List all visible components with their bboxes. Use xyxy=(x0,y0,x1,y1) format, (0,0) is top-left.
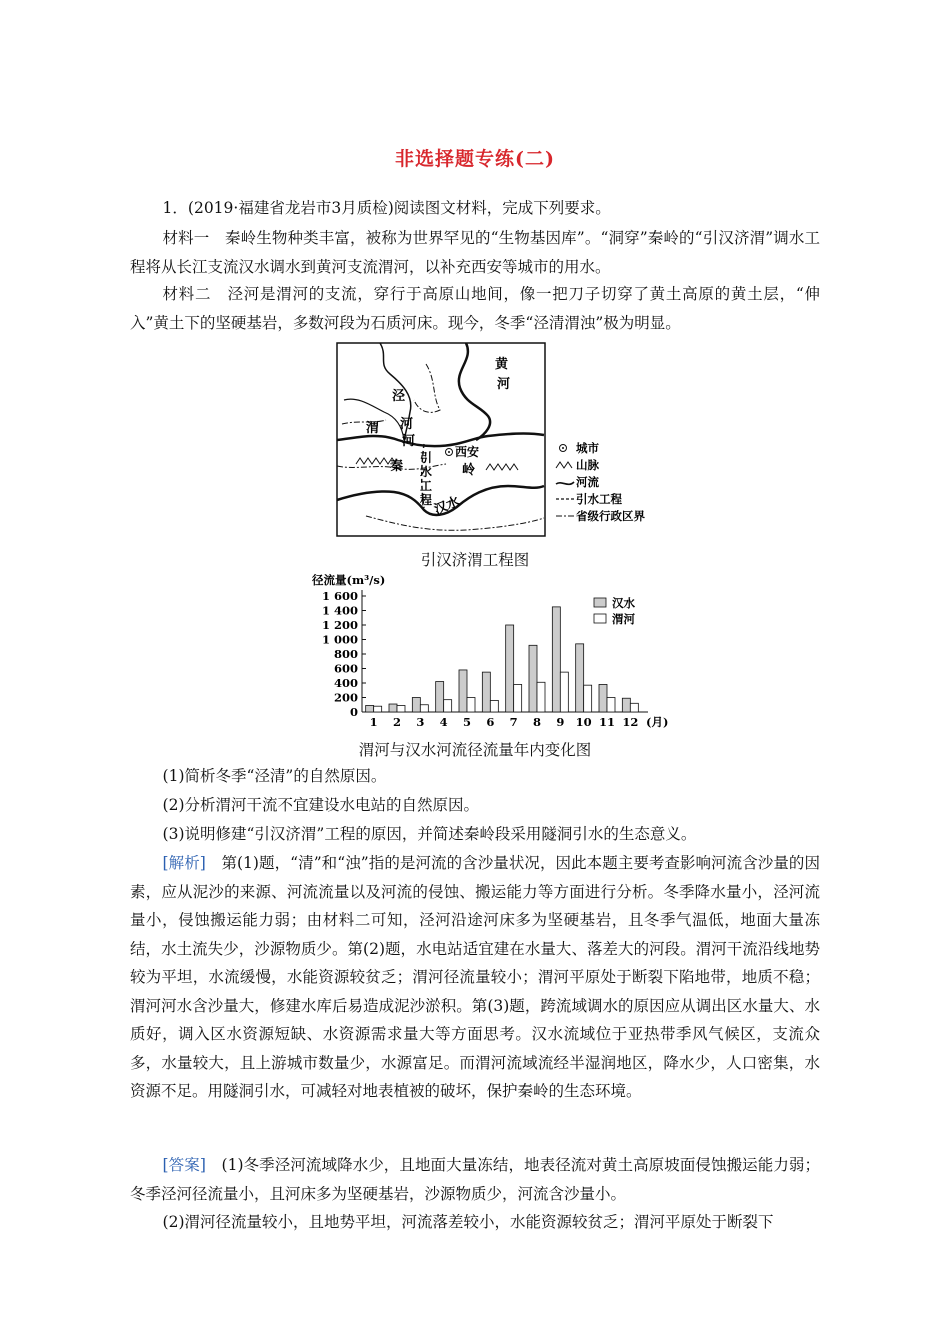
subquestion-3: (3)说明修建“引汉济渭”工程的原因，并简述秦岭段采用隧洞引水的生态意义。 xyxy=(162,825,697,843)
bar-hanshui xyxy=(622,698,630,712)
label-jing: 泾 xyxy=(392,389,406,404)
bar-weihe xyxy=(397,705,405,712)
answer-1-text: (1)冬季泾河流域降水少，且地面大量冻结，地表径流对黄土高原坡面侵蚀搬运能力弱；冬季泾河径流量小，且河床多为坚硬基岩，沙源物质少，河流含沙量小。 xyxy=(130,1156,820,1203)
x-tick-label: 1 xyxy=(369,715,378,729)
chart-svg xyxy=(310,572,690,732)
answer-paragraph-2: (2)渭河径流量较小，且地势平坦，河流落差较小，水能资源较贫乏；渭河平原处于断裂下 xyxy=(162,1213,774,1231)
label-hanshui: 汉水 xyxy=(432,494,462,518)
label-huang: 黄 xyxy=(495,357,509,372)
bar-weihe xyxy=(490,700,498,712)
answer-paragraph-1 xyxy=(130,1151,820,1208)
bar-hanshui xyxy=(459,670,467,712)
bar-hanshui xyxy=(482,672,490,712)
map-svg xyxy=(336,340,666,540)
chart-y-axis-title: 径流量(m³/s) xyxy=(312,573,386,587)
y-tick-label: 200 xyxy=(333,690,358,705)
label-jing-he: 河 xyxy=(400,417,414,432)
x-tick-label: 4 xyxy=(439,715,448,729)
label-he: 河 xyxy=(497,377,511,392)
label-cheng: 程 xyxy=(420,493,433,507)
label-xian: 西安 xyxy=(455,445,480,459)
bar-weihe xyxy=(467,698,475,713)
y-tick-label: 800 xyxy=(333,647,358,661)
bar-weihe xyxy=(374,706,382,712)
legend-label: 汉水 xyxy=(612,596,635,610)
legend-label: 渭河 xyxy=(612,612,635,626)
legend-swatch xyxy=(594,614,606,623)
x-tick-label: 5 xyxy=(462,715,472,729)
label-yin: 引 xyxy=(420,451,433,465)
bar-hanshui xyxy=(576,644,584,712)
legend-river-icon xyxy=(556,482,574,484)
label-wei-he: 河 xyxy=(402,434,416,449)
bar-weihe xyxy=(514,684,522,712)
runoff-bar-chart xyxy=(310,572,690,732)
x-tick-label: 6 xyxy=(486,715,495,729)
bar-hanshui xyxy=(529,645,537,712)
legend-diversion-label: 引水工程 xyxy=(576,492,622,506)
page-title: 非选择题专练(二) xyxy=(395,148,555,170)
answer-tag: [答案] xyxy=(162,1156,206,1174)
x-tick-label: 3 xyxy=(416,715,425,729)
bar-weihe xyxy=(630,703,638,712)
bar-weihe xyxy=(584,685,592,712)
x-tick-label: 11 xyxy=(598,715,616,729)
chart-caption: 渭河与汉水河流径流量年内变化图 xyxy=(358,741,592,759)
subquestion-1: (1)简析冬季“泾清”的自然原因。 xyxy=(162,767,387,785)
x-axis-unit-label: (月) xyxy=(646,715,669,729)
y-tick-label: 1 200 xyxy=(321,618,358,632)
bar-hanshui xyxy=(436,682,444,712)
x-tick-label: 2 xyxy=(392,715,402,729)
x-tick-label: 7 xyxy=(509,715,518,729)
material-one: 材料一 秦岭生物种类丰富，被称为世界罕见的“生物基因库”。“洞穿”秦岭的“引汉济渭”调水工程将从长江支流汉水调水到黄河支流渭河，以补充西安等城市的用水。 xyxy=(130,229,820,276)
bar-hanshui xyxy=(552,607,560,712)
bar-hanshui xyxy=(599,684,607,712)
legend-city-label: 城市 xyxy=(576,441,599,455)
legend-swatch xyxy=(594,598,606,607)
label-gong: 工 xyxy=(420,479,433,493)
question-intro: 1．(2019·福建省龙岩市3月质检)阅读图文材料，完成下列要求。 xyxy=(162,199,611,217)
analysis-text: 第(1)题，“清”和“浊”指的是河流的含沙量状况，因此本题主要考查影响河流含沙量的因素，应从泥沙的来源、河流流量以及河流的侵蚀、搬运能力等方面进行分析。冬季降水量小，泾河流量小，侵蚀搬运能力弱；由材料二可知，泾河沿途河床多为坚硬基岩，且冬季气温低，地面大量冻结，水土流失少，沙源物质少。第(2)题，水电站适宜建在水量大、落差大的河段。渭河干流沿线地势较为平坦，水流缓慢，水能资源较贫乏；渭河径流量较小；渭河平原处于断裂下陷地带，地质不稳；渭河河水含沙量大，修建水库后易造成泥沙淤积。第(3)题，跨流域调水的原因应从调出区水量大、水质好，调入区水资源短缺、水资源需求量大等方面思考。汉水流域位于亚热带季风气候区，支流众多，水量较大，且上游城市数量少，水源富足。而渭河流域流经半湿润地区，降水少，人口密集，水资源不足。用隧洞引水，可减轻对地表植被的破坏，保护秦岭的生态环境。 xyxy=(130,854,820,1100)
x-tick-label: 9 xyxy=(556,715,565,729)
legend-border-label: 省级行政区界 xyxy=(576,509,645,523)
y-tick-label: 0 xyxy=(349,705,358,719)
bar-hanshui xyxy=(412,698,420,713)
y-tick-label: 600 xyxy=(333,661,358,676)
material-two: 材料二 泾河是渭河的支流，穿行于高原山地间，像一把刀子切穿了黄土高原的黄土层，“伸入”黄土下的坚硬基岩，多数河段为石质河床。现今，冬季“泾清渭浊”极为明显。 xyxy=(130,285,820,332)
water-diversion-map xyxy=(336,340,666,540)
bar-hanshui xyxy=(389,704,397,712)
analysis-tag: [解析] xyxy=(162,854,206,872)
bar-weihe xyxy=(560,672,568,712)
bar-hanshui xyxy=(506,625,514,712)
subquestion-2: (2)分析渭河干流不宜建设水电站的自然原因。 xyxy=(162,796,480,814)
bar-weihe xyxy=(537,682,545,712)
bar-weihe xyxy=(607,698,615,713)
label-ling: 岭 xyxy=(462,463,476,478)
legend-river-label: 河流 xyxy=(576,475,599,489)
bar-hanshui xyxy=(366,705,374,712)
analysis-paragraph xyxy=(130,849,820,1106)
xian-city-dot-icon xyxy=(448,451,450,453)
x-tick-label: 12 xyxy=(622,715,639,729)
x-tick-label: 8 xyxy=(532,715,542,729)
bar-weihe xyxy=(444,700,452,712)
legend-mountain-icon xyxy=(556,462,572,468)
label-wei: 渭 xyxy=(366,421,380,436)
map-caption: 引汉济渭工程图 xyxy=(420,551,530,569)
y-tick-label: 400 xyxy=(333,676,358,690)
bar-weihe xyxy=(420,705,428,712)
y-tick-label: 1 400 xyxy=(321,603,358,618)
legend-city-dot-icon xyxy=(562,447,564,449)
label-qin: 秦 xyxy=(390,459,404,474)
legend-mountain-label: 山脉 xyxy=(576,458,599,472)
x-tick-label: 10 xyxy=(575,715,592,729)
y-tick-label: 1 000 xyxy=(321,632,358,647)
label-shui: 水 xyxy=(420,465,433,479)
y-tick-label: 1 600 xyxy=(321,589,358,603)
